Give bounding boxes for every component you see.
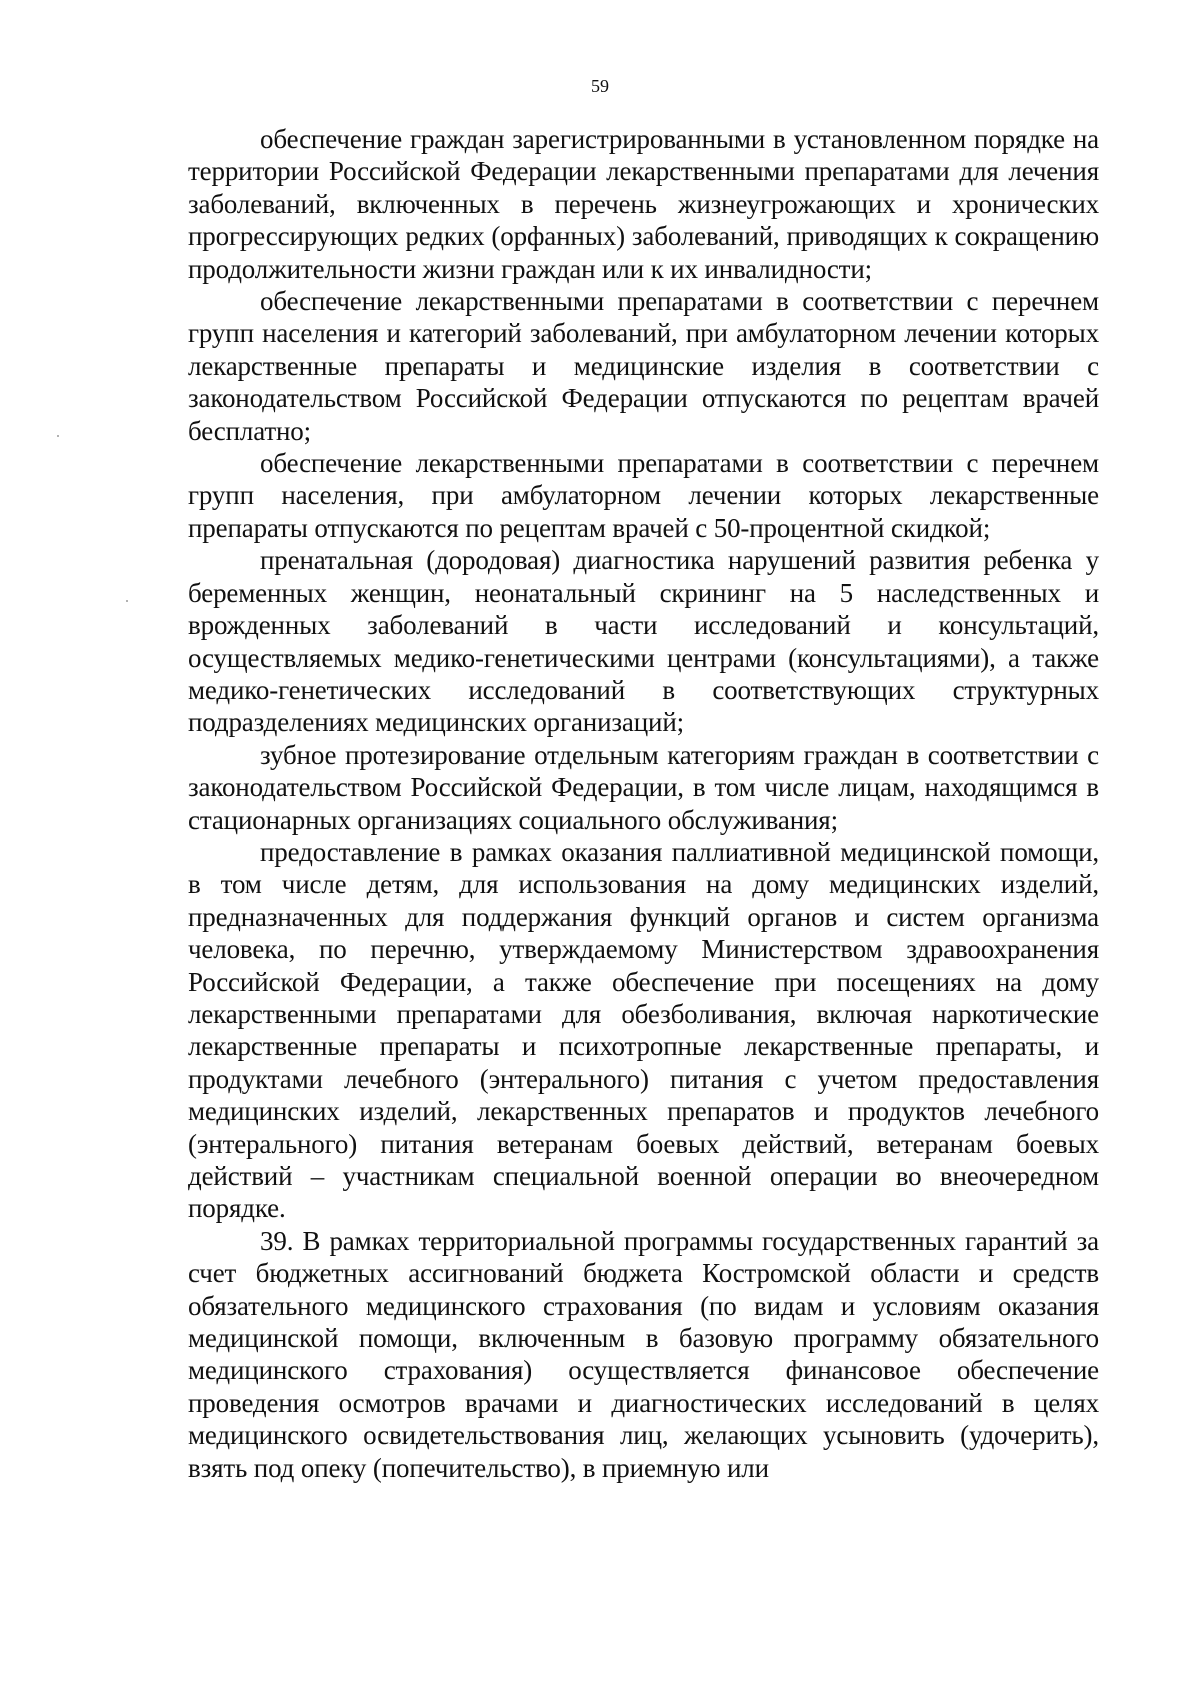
- paragraph-prenatal-diagnostics: пренатальная (дородовая) диагностика нарушений развития ребенка у беременных женщин, неонатальный скрининг на 5 наследственных и врожденных заболеваний в части исследований и консультаций, осуществляемых медико-генетическими центрами (консультациями), а также медико-генетических исследований в соответствующих структурных подразделениях медицинских организаций;: [188, 545, 1099, 738]
- scan-speck: [126, 600, 128, 602]
- paragraph-free-prescriptions: обеспечение лекарственными препаратами в соответствии с перечнем групп населения и категорий заболеваний, при амбулаторном лечении которых лекарственные препараты и медицинские изделия в соответствии с законодательством Российской Федерации отпускаются по рецептам врачей бесплатно;: [188, 286, 1099, 446]
- paragraph-section-39: 39. В рамках территориальной программы государственных гарантий за счет бюджетных ассигнований бюджета Костромской области и средств обязательного медицинского страхования (по видам и условиям оказания медицинской помощи, включенным в базовую программу обязательного медицинского страхования) осуществляется финансовое обеспечение проведения осмотров врачами и диагностических исследований в целях медицинского освидетельствования лиц, желающих усыновить (удочерить), взять под опеку (попечительство), в приемную или: [188, 1225, 1099, 1483]
- page-number: 59: [591, 76, 609, 96]
- paragraph-palliative-care: предоставление в рамках оказания паллиативной медицинской помощи, в том числе детям, для использования на дому медицинских изделий, предназначенных для поддержания функций органов и систем организма человека, по перечню, утверждаемому Министерством здравоохранения Российской Федерации, а также обеспечение при посещениях на дому лекарственными препаратами для обезболивания, включая наркотические лекарственные препараты и психотропные лекарственные препараты, и продуктами лечебного (энтерального) питания с учетом предоставления медицинских изделий, лекарственных препаратов и продуктов лечебного (энтерального) питания ветеранам боевых действий, ветеранам боевых действий – участникам специальной военной операции во внеочередном порядке.: [188, 836, 1099, 1224]
- scan-speck: [57, 435, 59, 437]
- document-body: [188, 123, 1099, 1484]
- paragraph-discount-prescriptions: обеспечение лекарственными препаратами в соответствии с перечнем групп населения, при амбулаторном лечении которых лекарственные препараты отпускаются по рецептам врачей с 50-процентной скидкой;: [188, 448, 1099, 543]
- paragraph-dental-prosthetics: зубное протезирование отдельным категориям граждан в соответствии с законодательством Российской Федерации, в том числе лицам, находящимся в стационарных организациях социального обслуживания;: [188, 739, 1099, 835]
- paragraph-orphan-diseases: обеспечение граждан зарегистрированными в установленном порядке на территории Российской Федерации лекарственными препаратами для лечения заболеваний, включенных в перечень жизнеугрожающих и хронических прогрессирующих редких (орфанных) заболеваний, приводящих к сокращению продолжительности жизни граждан или к их инвалидности;: [188, 124, 1099, 284]
